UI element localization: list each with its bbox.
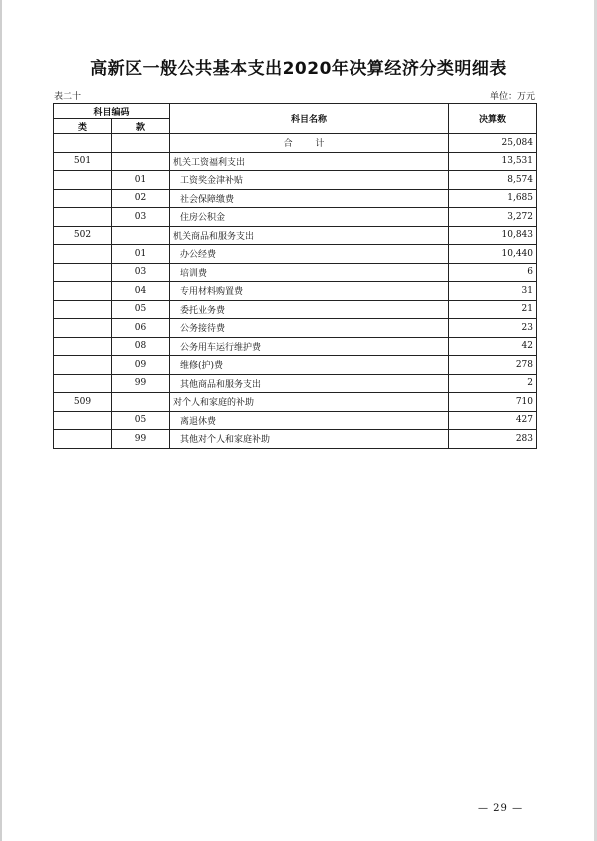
amount-cell: 427: [449, 411, 537, 430]
table-row: [54, 300, 537, 319]
category-code-cell: [54, 208, 112, 227]
category-code-cell: [54, 337, 112, 356]
item-name-cell: 机关工资福利支出: [170, 152, 449, 171]
table-row: [54, 411, 537, 430]
header-amount: 决算数: [449, 104, 537, 134]
amount-cell: 10,843: [449, 226, 537, 245]
amount-cell: 2: [449, 374, 537, 393]
amount-cell: 1,685: [449, 189, 537, 208]
amount-cell: 31: [449, 282, 537, 301]
amount-cell: 283: [449, 430, 537, 449]
table-row: [54, 356, 537, 375]
header-category: 类: [54, 119, 112, 134]
section-code-cell: 04: [112, 282, 170, 301]
category-code-cell: 501: [54, 152, 112, 171]
category-code-cell: 502: [54, 226, 112, 245]
table-row: [54, 374, 537, 393]
section-code-cell: 99: [112, 374, 170, 393]
section-code-cell: [112, 152, 170, 171]
table-row: [54, 171, 537, 190]
item-name-cell: 公务用车运行维护费: [170, 337, 449, 356]
amount-cell: 6: [449, 263, 537, 282]
total-section-cell: [112, 134, 170, 153]
table-body: [54, 134, 537, 449]
section-code-cell: 03: [112, 263, 170, 282]
section-code-cell: 01: [112, 245, 170, 264]
item-name-cell: 其他对个人和家庭补助: [170, 430, 449, 449]
table-row: [54, 282, 537, 301]
amount-cell: 21: [449, 300, 537, 319]
amount-cell: 10,440: [449, 245, 537, 264]
section-code-cell: 03: [112, 208, 170, 227]
section-code-cell: [112, 393, 170, 412]
section-code-cell: 08: [112, 337, 170, 356]
expenditure-table: [53, 103, 537, 449]
item-name-cell: 住房公积金: [170, 208, 449, 227]
section-code-cell: [112, 226, 170, 245]
amount-cell: 3,272: [449, 208, 537, 227]
item-name-cell: 机关商品和服务支出: [170, 226, 449, 245]
item-name-cell: 办公经费: [170, 245, 449, 264]
item-name-cell: 对个人和家庭的补助: [170, 393, 449, 412]
category-code-cell: [54, 430, 112, 449]
table-row: [54, 430, 537, 449]
header-name: 科目名称: [170, 104, 449, 134]
section-code-cell: 02: [112, 189, 170, 208]
total-row: [54, 134, 537, 153]
header-row-1: [54, 104, 537, 119]
table-row: [54, 245, 537, 264]
total-amount: 25,084: [449, 134, 537, 153]
amount-cell: 278: [449, 356, 537, 375]
item-name-cell: 社会保障缴费: [170, 189, 449, 208]
table-row: [54, 208, 537, 227]
table-row: [54, 152, 537, 171]
table-row: [54, 319, 537, 338]
category-code-cell: [54, 171, 112, 190]
total-category-cell: [54, 134, 112, 153]
item-name-cell: 其他商品和服务支出: [170, 374, 449, 393]
section-code-cell: 05: [112, 411, 170, 430]
page-number: — 29 —: [478, 803, 524, 814]
item-name-cell: 工资奖金津补贴: [170, 171, 449, 190]
amount-cell: 13,531: [449, 152, 537, 171]
category-code-cell: [54, 245, 112, 264]
item-name-cell: 培训费: [170, 263, 449, 282]
amount-cell: 8,574: [449, 171, 537, 190]
category-code-cell: [54, 356, 112, 375]
category-code-cell: [54, 282, 112, 301]
section-code-cell: 06: [112, 319, 170, 338]
section-code-cell: 05: [112, 300, 170, 319]
category-code-cell: [54, 263, 112, 282]
total-label: 合 计: [170, 134, 449, 153]
amount-cell: 42: [449, 337, 537, 356]
unit-label: 单位：万元: [489, 92, 535, 102]
table-row: [54, 337, 537, 356]
page-edge-left: [0, 0, 2, 841]
item-name-cell: 离退休费: [170, 411, 449, 430]
header-section: 款: [112, 119, 170, 134]
table-row: [54, 393, 537, 412]
amount-cell: 710: [449, 393, 537, 412]
category-code-cell: [54, 189, 112, 208]
item-name-cell: 委托业务费: [170, 300, 449, 319]
section-code-cell: 09: [112, 356, 170, 375]
section-code-cell: 99: [112, 430, 170, 449]
table-row: [54, 189, 537, 208]
category-code-cell: [54, 319, 112, 338]
header-code-group: 科目编码: [54, 104, 170, 119]
item-name-cell: 专用材料购置费: [170, 282, 449, 301]
table-number: 表二十: [54, 92, 82, 102]
category-code-cell: 509: [54, 393, 112, 412]
section-code-cell: 01: [112, 171, 170, 190]
item-name-cell: 维修(护)费: [170, 356, 449, 375]
item-name-cell: 公务接待费: [170, 319, 449, 338]
category-code-cell: [54, 411, 112, 430]
table-row: [54, 226, 537, 245]
category-code-cell: [54, 300, 112, 319]
category-code-cell: [54, 374, 112, 393]
page-title: 高新区一般公共基本支出2020年决算经济分类明细表: [90, 59, 507, 79]
amount-cell: 23: [449, 319, 537, 338]
table-row: [54, 263, 537, 282]
